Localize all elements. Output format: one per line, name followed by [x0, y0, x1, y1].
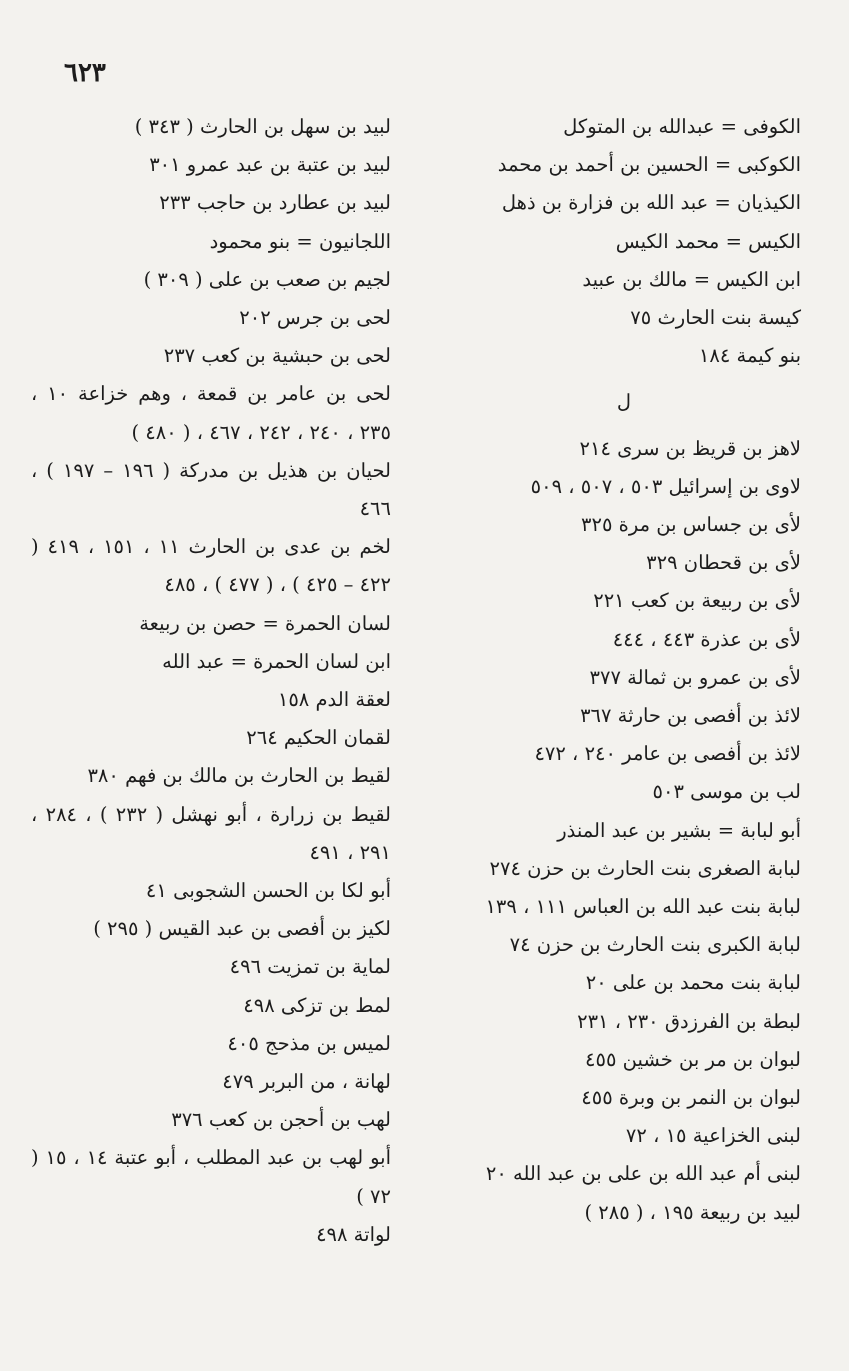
right-column — [411, 108, 801, 1232]
index-entry: لاوى بن إسرائيل ٥٠٣ ، ٥٠٧ ، ٥٠٩ — [530, 474, 801, 498]
index-entry: أبو لهب بن عبد المطلب ، أبو عتبة ١٤ ، ١٥ ( ٧٢ ) — [31, 1146, 391, 1208]
index-entry: لميس بن مذحج ٤٠٥ — [227, 1031, 391, 1055]
index-entry: لسان الحمرة = حصن بن ربيعة — [139, 611, 391, 635]
index-entry: لبابة الصغرى بنت الحارث بن حزن ٢٧٤ — [489, 856, 801, 880]
section-letter: ل — [616, 390, 631, 414]
index-entry: لائذ بن أفصى بن حارثة ٣٦٧ — [580, 704, 801, 728]
index-entry: بنو كيمة ١٨٤ — [698, 344, 801, 368]
index-entry: لأى بن ربيعة بن كعب ٢٢١ — [593, 589, 801, 613]
index-entry: اللجانيون = بنو محمود — [209, 229, 391, 253]
index-entry: لأى بن عذرة ٤٤٣ ، ٤٤٤ — [612, 627, 801, 651]
index-entry: لحيان بن هذيل بن مدركة ( ١٩٦ – ١٩٧ ) ، ٤٦٦ — [31, 458, 391, 521]
index-entry: لقيط بن الحارث بن مالك بن فهم ٣٨٠ — [87, 764, 391, 788]
index-entry: لاهز بن قريظ بن سرى ٢١٤ — [579, 436, 801, 460]
index-entry: لبيد بن سهل بن الحارث ( ٣٤٣ ) — [134, 115, 391, 138]
entries-bottom — [411, 430, 801, 1232]
index-entry: لبنى الخزاعية ١٥ ، ٧٢ — [625, 1124, 801, 1148]
index-entry: لجيم بن صعب بن على ( ٣٠٩ ) — [143, 267, 391, 291]
index-entry: لبابة بنت عبد الله بن العباس ١١١ ، ١٣٩ — [485, 895, 801, 919]
index-entry: الكوفى = عبدالله بن المتوكل — [563, 115, 801, 138]
index-entry: لقيط بن زرارة ، أبو نهشل ( ٢٣٢ ) ، ٢٨٤ ، ٢٩١ ، ٤٩١ — [31, 802, 391, 864]
index-entry: لعقة الدم ١٥٨ — [277, 688, 391, 712]
left-column — [31, 108, 391, 1254]
index-entry: الكيذيان = عبد الله بن فزارة بن ذهل — [501, 191, 801, 215]
index-entry: أبو لبابة = بشير بن عبد المنذر — [557, 818, 801, 842]
index-entry: لبطة بن الفرزدق ٢٣٠ ، ٢٣١ — [577, 1009, 801, 1033]
index-entry: لبنى أم عبد الله بن على بن عبد الله ٢٠ — [485, 1162, 801, 1186]
index-entry: لأى بن جساس بن مرة ٣٢٥ — [581, 513, 801, 537]
index-entry: لائذ بن أفصى بن عامر ٢٤٠ ، ٤٧٢ — [534, 742, 801, 766]
index-entry: لبيد بن عتبة بن عبد عمرو ٣٠١ — [149, 153, 391, 177]
index-entry: الكيس = محمد الكيس — [615, 229, 801, 253]
index-entry: لماية بن تمزيت ٤٩٦ — [229, 955, 391, 979]
index-entry: أبو لكا بن الحسن الشجوبى ٤١ — [145, 879, 391, 903]
index-entry: الكوكبى = الحسين بن أحمد بن محمد — [497, 153, 801, 177]
index-entry: ابن الكيس = مالك بن عبيد — [582, 267, 801, 291]
index-entry: لأى بن قحطان ٣٢٩ — [646, 551, 801, 575]
entries-top — [411, 108, 801, 375]
index-entry: لواتة ٤٩٨ — [316, 1222, 391, 1246]
index-entry: لبابة الكبرى بنت الحارث بن حزن ٧٤ — [509, 933, 801, 957]
index-entry: لهانة ، من البربر ٤٧٩ — [222, 1070, 391, 1094]
index-entry: لمط بن تزكى ٤٩٨ — [243, 993, 391, 1017]
index-entry: لحى بن حبشية بن كعب ٢٣٧ — [163, 344, 391, 368]
index-entry: لبابة بنت محمد بن على ٢٠ — [585, 971, 801, 995]
entries-left — [31, 108, 391, 1254]
index-entry: لحى بن جرس ٢٠٢ — [239, 306, 391, 330]
index-entry: لكيز بن أفصى بن عبد القيس ( ٢٩٥ ) — [93, 917, 391, 941]
index-entry: ابن لسان الحمرة = عبد الله — [162, 649, 391, 673]
index-entry: لأى بن عمرو بن ثمالة ٣٧٧ — [589, 665, 801, 689]
index-entry: لبيد بن ربيعة ١٩٥ ، ( ٢٨٥ ) — [584, 1200, 801, 1224]
index-entry: لقمان الحكيم ٢٦٤ — [246, 726, 391, 750]
index-entry: لبيد بن عطارد بن حاجب ٢٣٣ — [159, 191, 391, 215]
index-entry: لخم بن عدى بن الحارث ١١ ، ١٥١ ، ٤١٩ ( ٤٢٢ – ٤٢٥ ) ، ( ٤٧٧ ) ، ٤٨٥ — [31, 535, 391, 597]
index-entry: لحى بن عامر بن قمعة ، وهم خزاعة ١٠ ، ٢٣٥ ، ٢٤٠ ، ٢٤٢ ، ٤٦٧ ، ( ٤٨٠ ) — [31, 382, 391, 444]
index-entry: لهب بن أحجن بن كعب ٣٧٦ — [171, 1108, 391, 1132]
page-number: ٦٢٣ — [64, 58, 106, 88]
index-entry: كيسة بنت الحارث ٧٥ — [630, 306, 801, 330]
index-entry: لبوان بن مر بن خشين ٤٥٥ — [585, 1047, 801, 1071]
index-entry: لبوان بن النمر بن وبرة ٤٥٥ — [581, 1086, 801, 1110]
index-entry: لب بن موسى ٥٠٣ — [652, 780, 801, 804]
